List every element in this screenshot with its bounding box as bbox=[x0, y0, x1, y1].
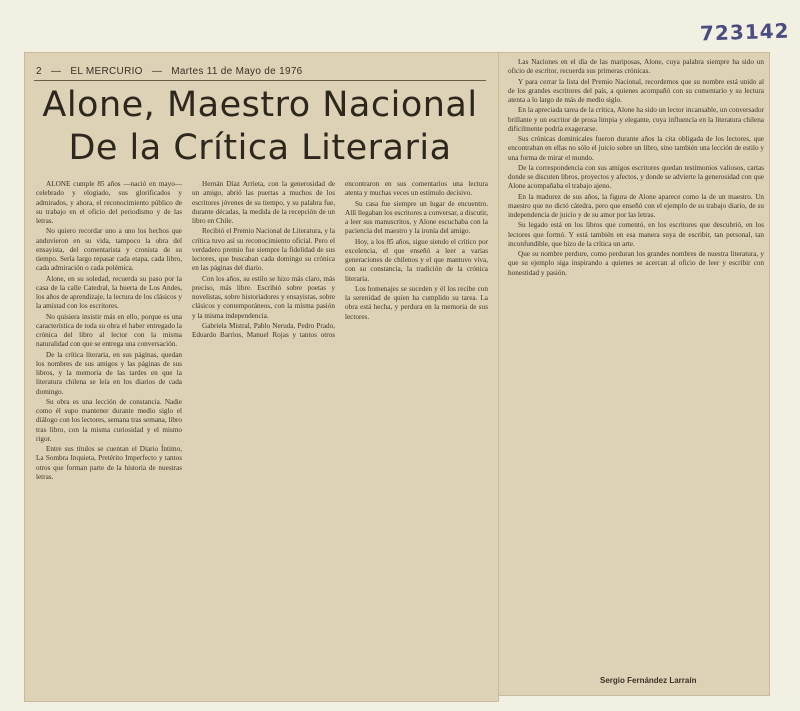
paragraph: Entre sus títulos se cuentan el Diario Íntimo, La Sombra Inquieta, Pretérito Imperfecto y tantos otros que forman parte de la historia de nuestras letras. bbox=[36, 445, 182, 481]
paragraph: Los homenajes se suceden y él los recibe con la serenidad de quien ha cumplido su tarea. La obra está hecha, y perdura en la memoria de sus lectores. bbox=[345, 284, 488, 321]
article-column-continued bbox=[508, 58, 764, 670]
paragraph: Su legado está en los libros que comentó, en los escritores que descubrió, en los lectores que formó. Y está también en esa manera suya de escribir, tan personal, tan inconfundible, que hizo de la crítica un arte. bbox=[508, 221, 764, 248]
paragraph: Que su nombre perdure, como perduran los grandes nombres de nuestra literatura, y que su ejemplo siga inspirando a quienes se acercan al oficio de leer y escribir con honestidad y pasión. bbox=[508, 250, 764, 277]
newspaper-name: EL MERCURIO bbox=[70, 66, 143, 77]
paragraph: En la apreciada tarea de la crítica, Alone ha sido un lector incansable, un conversador brillante y un escritor de prosa limpia y elegante, cuya influencia en la literatura chilena difícilmente podría exagerarse. bbox=[508, 106, 764, 133]
paragraph: Sus crónicas dominicales fueron durante años la cita obligada de los lectores, que encontraban en ellas no sólo el juicio sobre un libro, sino también una lección de estilo y una forma de mirar el mundo. bbox=[508, 135, 764, 162]
paragraph: No quisiera insistir más en ello, porque es una característica de toda su obra el haber entregado la crónica del libro al lector con la misma naturalidad con que se entrega una conversación. bbox=[36, 312, 182, 349]
paragraph: Alone, en su soledad, recuerda su paso por la casa de la calle Catedral, la huerta de Los Andes, los años de aprendizaje, la lectura de los clásicos y la amistad con los escritores. bbox=[36, 274, 182, 311]
paragraph: Con los años, su estilo se hizo más claro, más preciso, más libre. Escribió sobre poetas y novelistas, sobre historiadores y ensayistas, sobre clásicos y contemporáneos, con la misma pasión y la misma independencia. bbox=[192, 274, 335, 320]
headline-line-2: De la Crítica Literaria bbox=[68, 128, 452, 168]
publication-date: Martes 11 de Mayo de 1976 bbox=[171, 66, 303, 77]
paragraph: ALONE cumple 85 años —nació en mayo— celebrado y elogiado, sus glorificados y admirados, y ahora, el reconocimiento público de su trabajo en el oficio del periodismo y de las letras. bbox=[36, 180, 182, 225]
paragraph: De la correspondencia con sus amigos escritores quedan testimonios valiosos, cartas donde se discuten libros, proyectos y afectos, y donde se advierte la generosidad con que Alone acompañaba el trabajo ajeno. bbox=[508, 163, 764, 191]
paragraph: No quiero recordar uno a uno los hechos que anduvieron en su vida, tampoco la obra del ensayista, del comentarista y cronista de su tiempo. Sería largo repasar cada etapa, cada libro, cada admiración o cada polémica. bbox=[36, 227, 182, 273]
archive-number: 723142 bbox=[699, 18, 790, 46]
page-header: 2 — EL MERCURIO — Martes 11 de Mayo de 1976 bbox=[36, 66, 303, 77]
paragraph: Su casa fue siempre un lugar de encuentro. Allí llegaban los escritores a conversar, a discutir, a leer sus manuscritos, y Alone escuchaba con la paciencia del maestro y la ironía del amigo. bbox=[345, 199, 488, 236]
paragraph: Gabriela Mistral, Pablo Neruda, Pedro Prado, Eduardo Barrios, Manuel Rojas y tantos otros encontraron en sus comentarios una lectura atenta y muchas veces un estímulo decisivo. bbox=[192, 180, 488, 339]
paragraph: Las Naciones en el día de las mariposas, Alone, cuya palabra siempre ha sido un oficio de escritor, recuerda sus primeras crónicas. bbox=[508, 58, 764, 76]
article-columns-2-3 bbox=[192, 180, 488, 690]
paragraph: De la crítica literaria, en sus páginas, quedan los nombres de sus amigos y las páginas de sus libros, y la memoria de las tardes en que la literatura chilena se leía en los diarios de cada domingo. bbox=[36, 350, 182, 396]
page-number: 2 bbox=[36, 66, 42, 77]
headline bbox=[40, 84, 480, 170]
author-signature: Sergio Fernández Larraín bbox=[600, 676, 697, 685]
paragraph: Hoy, a los 85 años, sigue siendo el crítico por excelencia, el que enseñó a leer a varias generaciones de chilenos y el que mantuvo viva, con su constancia, la tradición de la crónica literaria. bbox=[345, 237, 488, 283]
header-rule bbox=[34, 80, 486, 81]
paragraph: Su obra es una lección de constancia. Nadie como él supo mantener durante medio siglo el diálogo con los lectores, semana tras semana, libro tras libro, con la misma curiosidad y el mismo rigor. bbox=[36, 397, 182, 443]
headline-line-1: Alone, Maestro Nacional bbox=[42, 85, 478, 125]
paragraph: Recibió el Premio Nacional de Literatura, y la crítica tuvo así su reconocimiento oficial. Pero el verdadero premio fue siempre la fidelidad de sus lectores, que buscaban cada domingo su crónica en las páginas del diario. bbox=[192, 227, 335, 273]
paragraph: Hernán Díaz Arrieta, con la generosidad de un amigo, abrió las puertas a muchos de los escritores jóvenes de su tiempo, y su palabra fue, durante décadas, la medida de la recepción de un libro en Chile. bbox=[192, 180, 335, 225]
paragraph: En la madurez de sus años, la figura de Alone aparece como la de un maestro. Un maestro que no dictó cátedra, pero que enseñó con el ejemplo de su trabajo diario, de su independencia de juicio y de su amor por las letras. bbox=[508, 192, 764, 219]
paragraph: Y para cerrar la lista del Premio Nacional, recordemos que su nombre está unido al de los grandes escritores del país, a quienes acompañó con su comentario y su lectura atenta a lo largo de más de medio siglo. bbox=[508, 77, 764, 104]
article-column-1 bbox=[36, 180, 182, 690]
